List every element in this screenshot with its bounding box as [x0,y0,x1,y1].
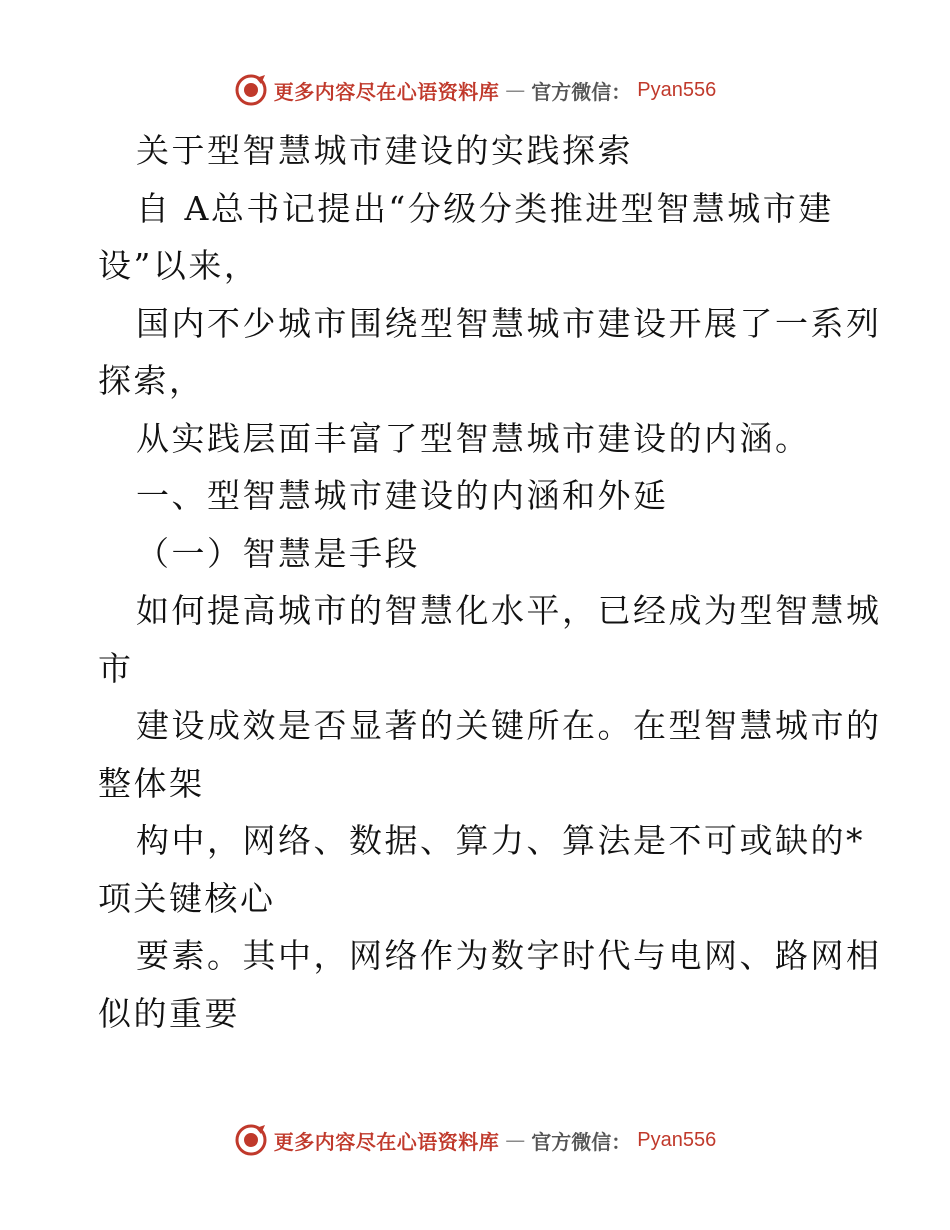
subsection-heading: （一）智慧是手段 [136,533,420,573]
header-banner [0,70,950,110]
wechat-id: Pyan556 [637,78,717,101]
paragraph-line: 探索， [98,361,205,400]
paragraph-line: 要素。其中，网络作为数字时代与电网、路网相 [136,936,882,975]
wechat-label: 官方微信： [531,79,632,104]
paragraph-line: 自 A总书记提出“分级分类推进型智慧城市建 [136,188,834,228]
paragraph-line: 项关键核心 [98,878,276,918]
paragraph-line: 建设成效是否显著的关键所在。在型智慧城市的 [136,706,882,745]
document-title: 关于型智慧城市建设的实践探索 [136,131,633,170]
paragraph-line: 设”以来， [98,246,260,285]
logo-icon [234,1123,268,1157]
paragraph-line: 构中，网络、数据、算力、算法是不可或缺的* [136,821,865,860]
banner-text: 更多内容尽在心语资料库 [273,1129,500,1154]
banner-separator: — [505,78,526,102]
paragraph-line: 似的重要 [98,993,240,1033]
banner-text: 更多内容尽在心语资料库 [273,79,500,104]
logo-icon [234,73,268,107]
paragraph-line: 整体架 [98,763,205,803]
paragraph-line: 市 [98,648,134,688]
banner-separator: — [505,1128,526,1152]
section-heading: 一、型智慧城市建设的内涵和外延 [136,476,669,515]
wechat-id: Pyan556 [637,1128,717,1151]
wechat-label: 官方微信： [531,1129,632,1154]
paragraph-line: 如何提高城市的智慧化水平，已经成为型智慧城 [136,591,882,630]
footer-banner [0,1120,950,1160]
document-body [98,122,882,1042]
paragraph-line: 从实践层面丰富了型智慧城市建设的内涵。 [136,418,811,458]
paragraph-line: 国内不少城市围绕型智慧城市建设开展了一系列 [136,303,882,343]
